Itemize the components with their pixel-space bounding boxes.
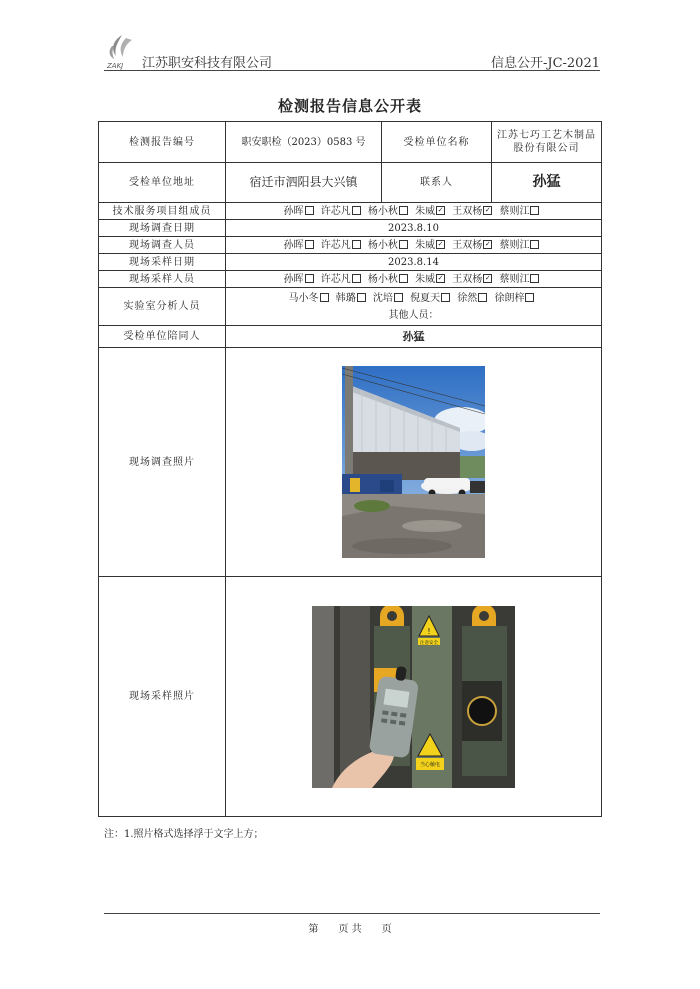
member-name: 蔡则江 <box>499 239 530 251</box>
member-checkbox[interactable]: ✓ <box>484 205 491 214</box>
member-checkbox[interactable] <box>525 293 534 302</box>
member-checkbox[interactable] <box>399 240 408 249</box>
lab-staff <box>226 288 602 326</box>
member-name: 杨小秋 <box>367 205 398 217</box>
escort-label: 受检单位陪同人 <box>99 326 226 348</box>
member-checkbox[interactable]: ✓ <box>437 239 444 248</box>
table-row <box>99 271 602 288</box>
member-name: 许芯凡 <box>320 239 351 251</box>
member-name: 倪夏天 <box>410 292 441 304</box>
lab-staff-label: 实验室分析人员 <box>99 288 226 326</box>
survey-staff-label: 现场调查人员 <box>99 237 226 254</box>
member-name: 韩璐 <box>335 292 356 304</box>
survey-photo-label: 现场调查照片 <box>99 348 226 577</box>
member-checkbox[interactable] <box>305 206 314 215</box>
survey-photo-cell <box>226 348 602 577</box>
company-logo <box>104 32 140 70</box>
member-checkbox[interactable]: ✓ <box>484 273 491 282</box>
member-name: 杨小秋 <box>367 239 398 251</box>
member-checkbox[interactable] <box>305 240 314 249</box>
member-checkbox[interactable]: ✓ <box>437 205 444 214</box>
member-checkbox[interactable] <box>399 274 408 283</box>
member-checkbox[interactable]: ✓ <box>484 239 491 248</box>
member-name: 徐朗梓 <box>494 292 525 304</box>
table-row <box>99 254 602 271</box>
member-name: 蔡则江 <box>499 273 530 285</box>
client-address-value: 宿迁市泗阳县大兴镇 <box>226 163 382 203</box>
footnote: 注：1.照片格式选择浮于文字上方； <box>104 829 264 840</box>
member-name: 蔡则江 <box>499 205 530 217</box>
member-name: 朱威 <box>415 273 436 285</box>
member-name: 许芯凡 <box>320 273 351 285</box>
member-checkbox[interactable] <box>399 206 408 215</box>
table-row <box>99 348 602 577</box>
member-name: 王双杨 <box>452 205 483 217</box>
survey-site-photo <box>342 366 485 558</box>
table-row <box>99 326 602 348</box>
disclosure-table <box>98 121 602 817</box>
sampling-site-photo <box>312 606 515 788</box>
client-name-label: 受检单位名称 <box>382 122 492 163</box>
report-number-label: 检测报告编号 <box>99 122 226 163</box>
table-row <box>99 288 602 326</box>
survey-date-label: 现场调查日期 <box>99 220 226 237</box>
document-code: 信息公开-JC-2021 <box>490 56 600 71</box>
member-name: 许芯凡 <box>320 205 351 217</box>
team-members <box>226 203 602 220</box>
member-name: 沈培 <box>372 292 393 304</box>
member-checkbox[interactable] <box>352 240 361 249</box>
member-name: 徐然 <box>457 292 478 304</box>
member-checkbox[interactable] <box>305 274 314 283</box>
table-row <box>99 220 602 237</box>
svg-text:当心触电: 当心触电 <box>419 761 441 768</box>
company-name: 江苏职安科技有限公司 <box>142 56 273 71</box>
survey-staff <box>226 237 602 254</box>
member-checkbox[interactable] <box>478 293 487 302</box>
client-name-value: 江苏七巧工艺木制品股份有限公司 <box>492 122 602 163</box>
member-name: 王双杨 <box>452 273 483 285</box>
team-label: 技术服务项目组成员 <box>99 203 226 220</box>
member-checkbox[interactable] <box>357 293 366 302</box>
member-name: 杨小秋 <box>367 273 398 285</box>
svg-text:ZAKJ: ZAKJ <box>107 62 124 70</box>
table-row <box>99 203 602 220</box>
sampling-staff <box>226 271 602 288</box>
member-checkbox[interactable] <box>441 293 450 302</box>
footer-rule <box>104 913 600 914</box>
page-title: 检测报告信息公开表 <box>277 97 422 115</box>
lab-other-staff: 其他人员： <box>388 309 439 321</box>
member-name: 孙晖 <box>283 205 304 217</box>
member-checkbox[interactable] <box>530 274 539 283</box>
report-number-value: 职安职检（2023）0583 号 <box>226 122 382 163</box>
sampling-staff-label: 现场采样人员 <box>99 271 226 288</box>
member-checkbox[interactable] <box>394 293 403 302</box>
page-footer: 第 页 共 页 <box>308 924 392 935</box>
escort-value: 孙猛 <box>226 326 602 348</box>
survey-date-value: 2023.8.10 <box>226 220 602 237</box>
svg-text:!: ! <box>427 626 431 636</box>
sampling-photo-label: 现场采样照片 <box>99 577 226 817</box>
page-header <box>104 32 600 72</box>
member-checkbox[interactable] <box>530 240 539 249</box>
table-row <box>99 163 602 203</box>
contact-value: 孙猛 <box>492 163 602 203</box>
member-name: 朱威 <box>415 239 436 251</box>
sampling-photo-cell <box>226 577 602 817</box>
member-checkbox[interactable] <box>352 206 361 215</box>
member-name: 马小冬 <box>288 292 319 304</box>
member-name: 孙晖 <box>283 273 304 285</box>
member-checkbox[interactable]: ✓ <box>437 273 444 282</box>
member-checkbox[interactable] <box>320 293 329 302</box>
contact-label: 联系人 <box>382 163 492 203</box>
member-checkbox[interactable] <box>530 206 539 215</box>
member-name: 朱威 <box>415 205 436 217</box>
member-name: 王双杨 <box>452 239 483 251</box>
sampling-date-value: 2023.8.14 <box>226 254 602 271</box>
member-checkbox[interactable] <box>352 274 361 283</box>
table-row <box>99 122 602 163</box>
table-row <box>99 577 602 817</box>
table-row <box>99 237 602 254</box>
svg-text:注意安全: 注意安全 <box>420 640 438 646</box>
member-name: 孙晖 <box>283 239 304 251</box>
client-address-label: 受检单位地址 <box>99 163 226 203</box>
sampling-date-label: 现场采样日期 <box>99 254 226 271</box>
header-rule <box>104 70 600 71</box>
